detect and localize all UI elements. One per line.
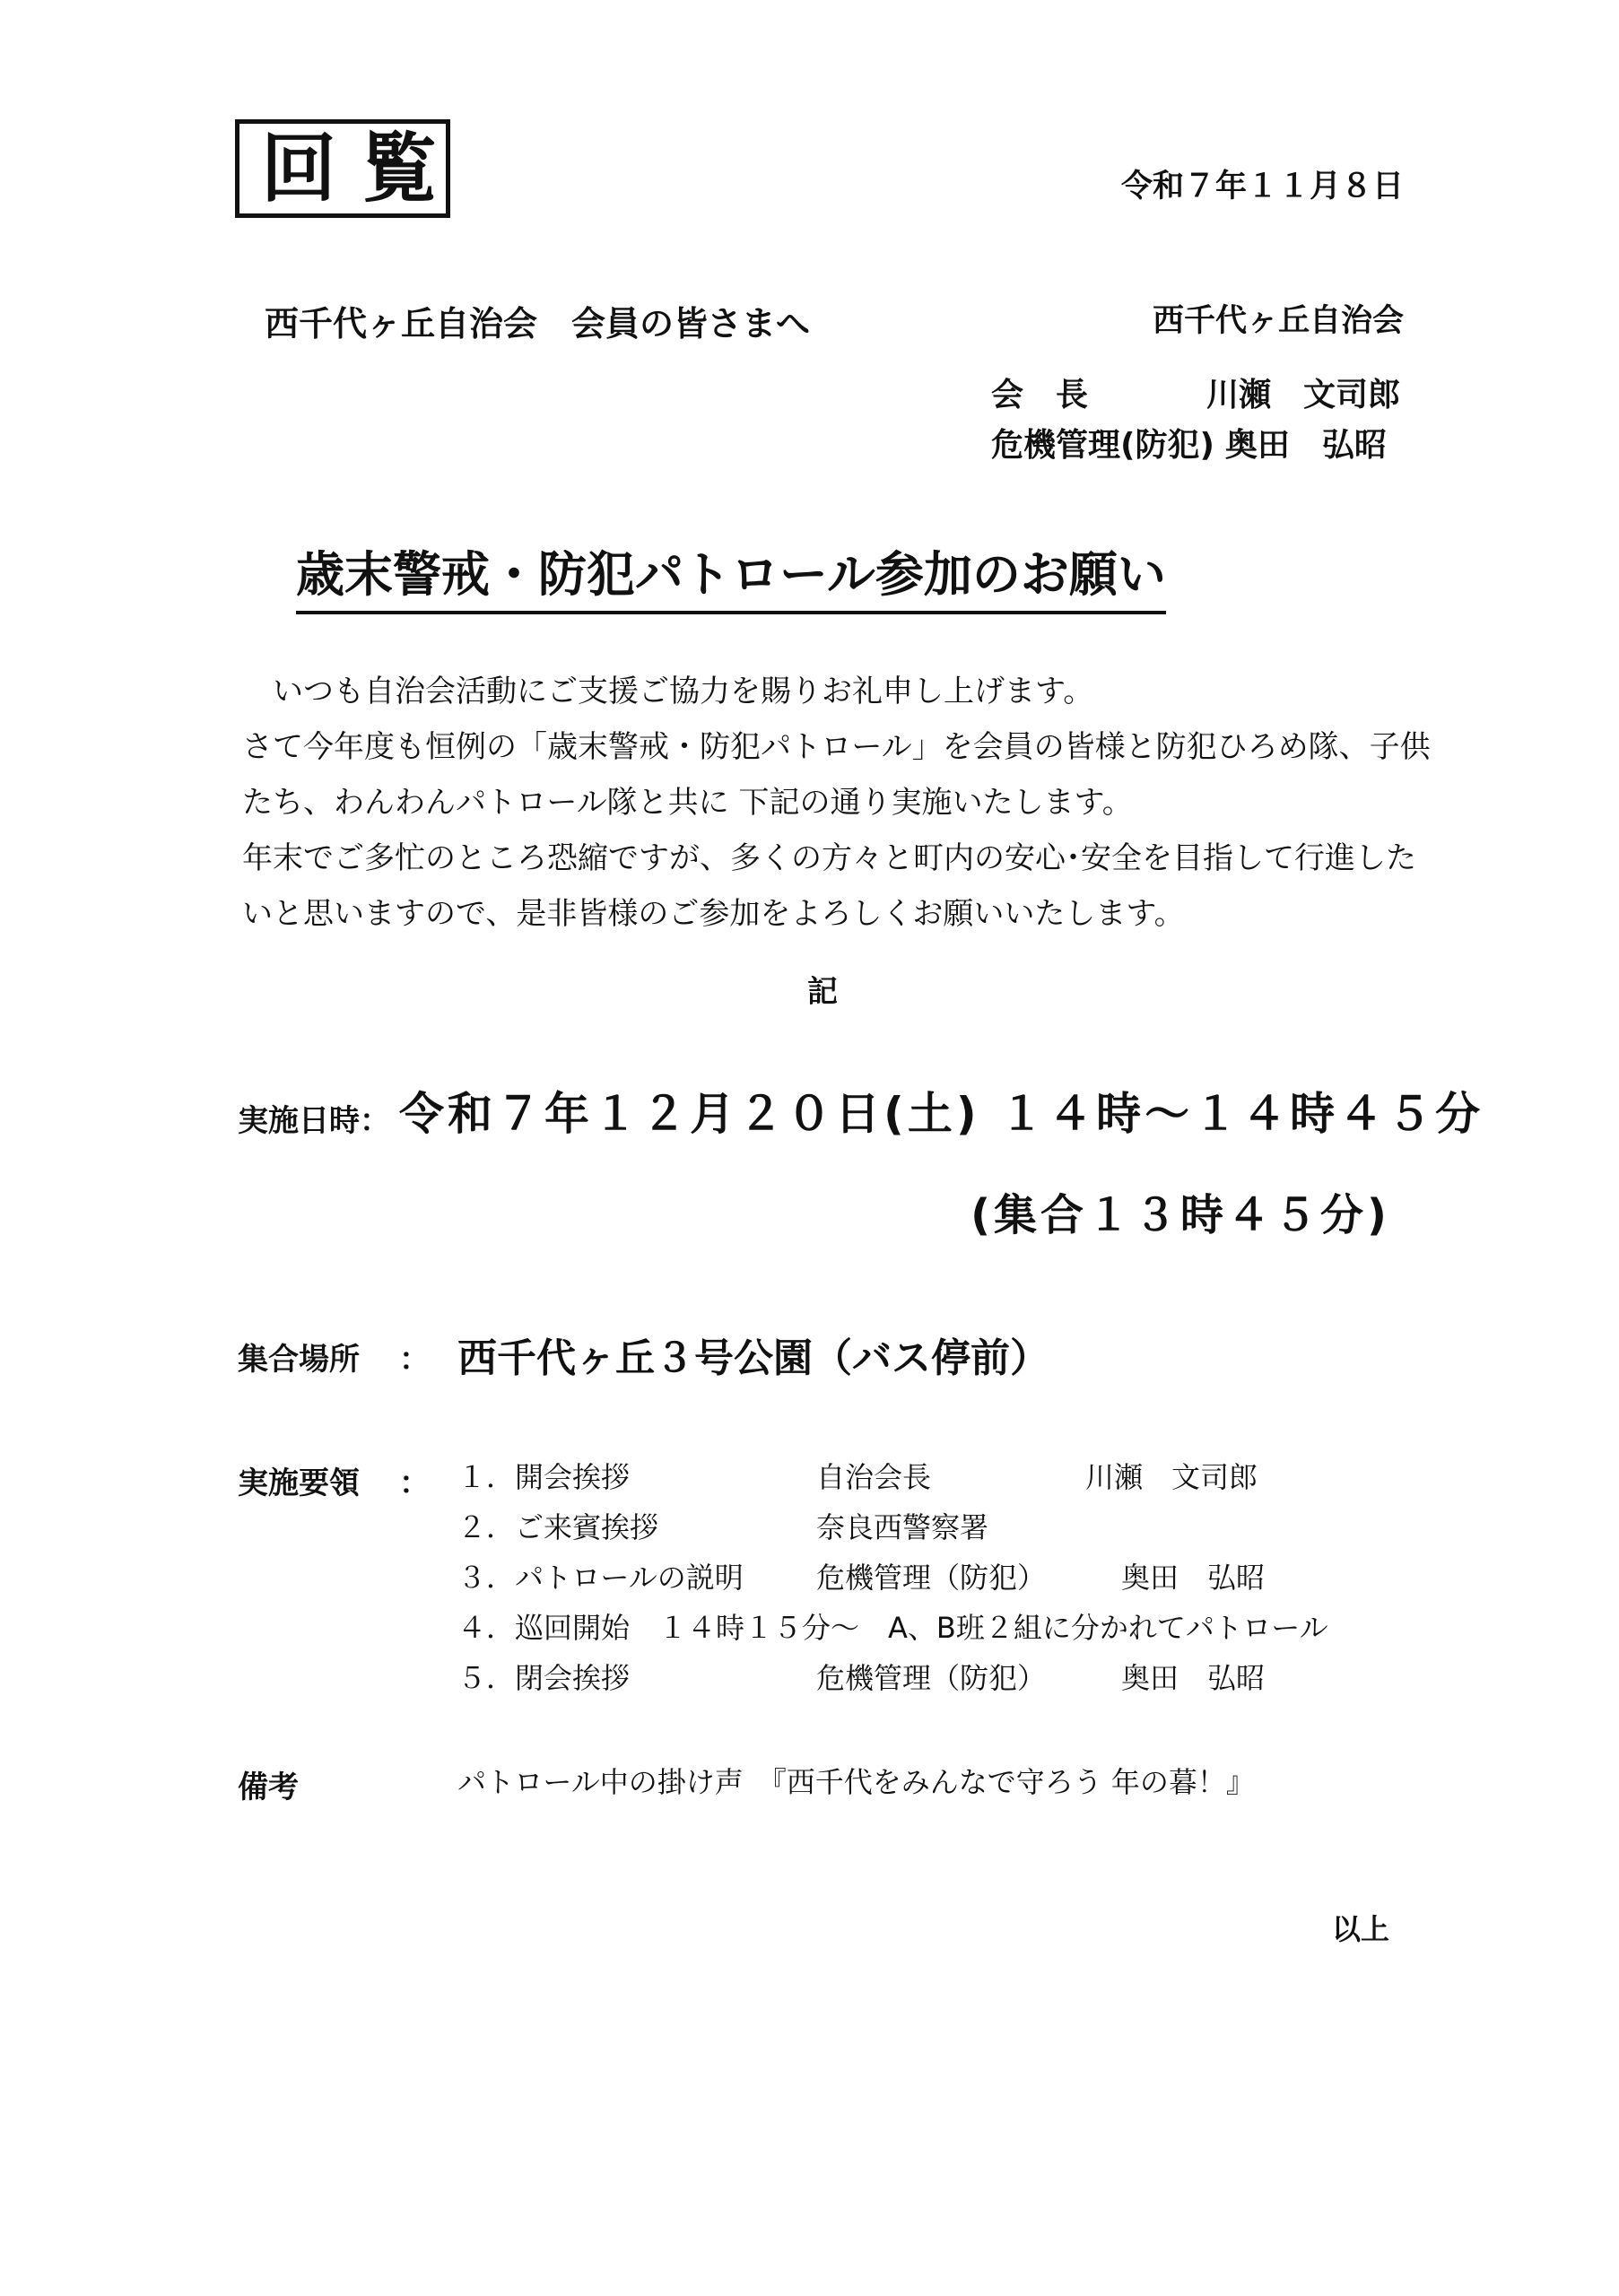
procedure-label: 実施要領 <box>238 1465 360 1501</box>
procedure-item: ２．ご来賓挨拶 <box>457 1510 659 1544</box>
procedure-item: ４．巡回開始 １４時１５分～ A、B班２組に分かれてパトロール <box>457 1611 1328 1645</box>
circulation-stamp: 回覧 <box>235 119 450 218</box>
schedule-label: 実施日時： <box>238 1103 390 1139</box>
recipient-line: 西千代ヶ丘自治会 会員の皆さまへ <box>265 304 811 344</box>
place-value: 西千代ヶ丘３号公園（バス停前） <box>457 1335 1049 1381</box>
remarks-label: 備考 <box>238 1770 299 1805</box>
procedure-item: １．開会挨拶 <box>457 1460 631 1494</box>
body-line: いつも自治会活動にご支援ご協力を賜りお礼申し上げます。 <box>273 674 1094 709</box>
procedure-role: 自治会長 <box>816 1460 932 1494</box>
sender-crisis-manager <box>991 420 1387 465</box>
schedule-value: 令和７年１２月２０日(土) １４時～１４時４５分 <box>399 1088 1484 1140</box>
body-line: さて今年度も恒例の「歳末警戒・防犯パトロール」を会員の皆様と防犯ひろめ隊、子供 <box>242 729 1431 765</box>
procedure-role: 危機管理（防犯） <box>816 1661 1047 1695</box>
sender-name: 奥田 弘昭 <box>1224 427 1387 464</box>
sender-role: 会長 <box>991 377 1121 413</box>
procedure-role: 危機管理（防犯） <box>816 1561 1047 1595</box>
procedure-person: 奥田 弘昭 <box>1121 1561 1266 1595</box>
body-line: いと思いますので、是非皆様のご参加をよろしくお願いいたします。 <box>242 896 1185 932</box>
remarks-value: パトロール中の掛け声 『西千代をみんなで守ろう 年の暮！』 <box>457 1765 1255 1799</box>
document-date: 令和７年１１月８日 <box>1120 169 1404 204</box>
sender-chairman <box>991 370 1400 415</box>
sender-name: 川瀬 文司郎 <box>1206 377 1401 413</box>
body-line: 年末でご多忙のところ恐縮ですが、多くの方々と町内の安心･安全を目指して行進した <box>242 840 1416 876</box>
procedure-role: 奈良西警察署 <box>816 1510 989 1544</box>
sender-role: 危機管理(防犯) <box>991 427 1214 464</box>
procedure-person: 奥田 弘昭 <box>1121 1661 1266 1695</box>
procedure-person: 川瀬 文司郎 <box>1085 1460 1258 1494</box>
gather-time: (集合１３時４５分) <box>971 1190 1390 1240</box>
place-colon: ： <box>399 1342 430 1378</box>
procedure-item: ５．閉会挨拶 <box>457 1661 631 1695</box>
procedure-colon: ： <box>399 1465 430 1501</box>
body-line: たち、わんわんパトロール隊と共に 下記の通り実施いたします。 <box>242 785 1133 821</box>
closing-mark: 以上 <box>1332 1912 1390 1946</box>
organization-name: 西千代ヶ丘自治会 <box>1152 303 1404 339</box>
document-title: 歳末警戒・防犯パトロール参加のお願い <box>296 536 1166 614</box>
procedure-item: ３．パトロールの説明 <box>457 1561 744 1595</box>
body-paragraph <box>242 664 1431 942</box>
ki-marker: 記 <box>807 974 838 1010</box>
place-label: 集合場所 <box>238 1342 360 1378</box>
